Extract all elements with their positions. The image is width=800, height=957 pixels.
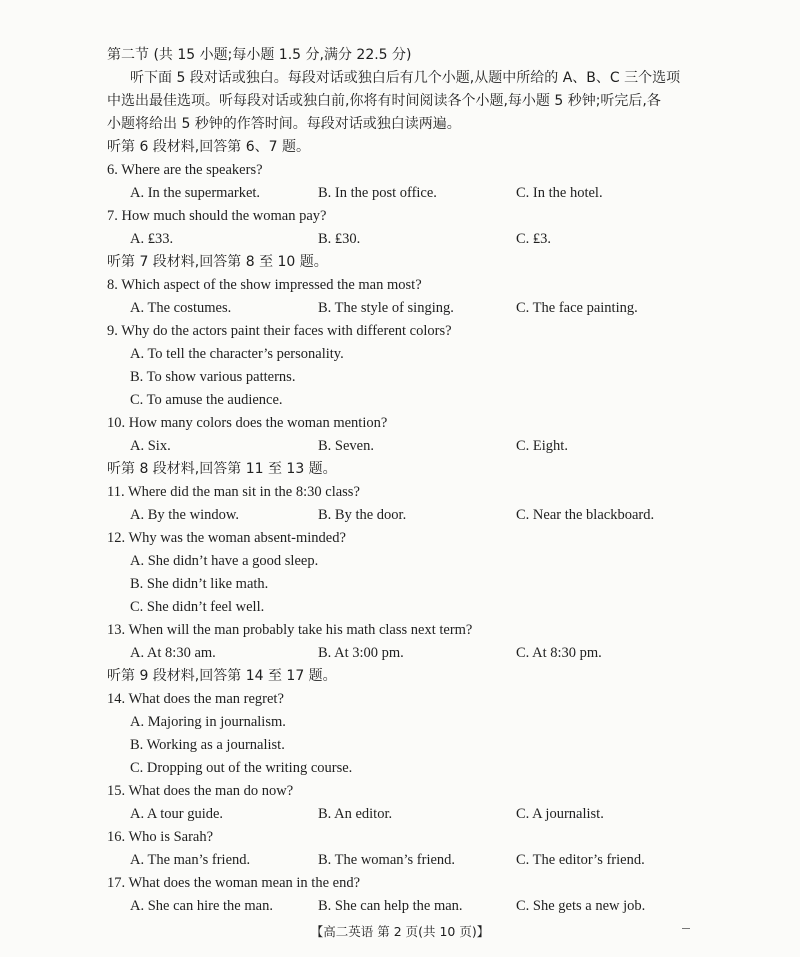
- option-14c: C. Dropping out of the writing course.: [130, 760, 353, 776]
- question-stem-13: 13. When will the man probably take his math class next term?: [107, 622, 473, 638]
- option-16b: B. The woman’s friend.: [318, 852, 456, 868]
- option-8b: B. The style of singing.: [318, 300, 454, 316]
- option-8c: C. The face painting.: [516, 300, 638, 316]
- instruction-line-2: 中选出最佳选项。听每段对话或独白前,你将有时间阅读各个小题,每小题 5 秒钟;听完后,各: [107, 93, 661, 109]
- option-6a: A. In the supermarket.: [130, 185, 261, 201]
- option-16c: C. The editor’s friend.: [516, 852, 645, 868]
- option-13c: C. At 8:30 pm.: [516, 645, 602, 661]
- option-7b: B. ₤30.: [318, 231, 361, 247]
- question-stem-7: 7. How much should the woman pay?: [107, 208, 327, 224]
- page-footer: 【高二英语 第 2 页(共 10 页)】: [310, 924, 490, 939]
- option-9c: C. To amuse the audience.: [130, 392, 283, 408]
- group-label-6: 听第 6 段材料,回答第 6、7 题。: [107, 139, 310, 155]
- question-stem-8: 8. Which aspect of the show impressed the man most?: [107, 277, 422, 293]
- group-label-7: 听第 7 段材料,回答第 8 至 10 题。: [107, 254, 328, 270]
- question-stem-17: 17. What does the woman mean in the end?: [107, 875, 361, 891]
- option-10c: C. Eight.: [516, 438, 568, 454]
- option-14a: A. Majoring in journalism.: [130, 714, 286, 730]
- question-stem-14: 14. What does the man regret?: [107, 691, 284, 707]
- option-17a: A. She can hire the man.: [130, 898, 273, 914]
- stray-mark: [682, 928, 690, 929]
- option-7c: C. ₤3.: [516, 231, 552, 247]
- option-10a: A. Six.: [130, 438, 171, 454]
- question-stem-16: 16. Who is Sarah?: [107, 829, 214, 845]
- option-15a: A. A tour guide.: [130, 806, 224, 822]
- option-11b: B. By the door.: [318, 507, 407, 523]
- option-14b: B. Working as a journalist.: [130, 737, 285, 753]
- option-15c: C. A journalist.: [516, 806, 604, 822]
- option-7a: A. ₤33.: [130, 231, 174, 247]
- option-9b: B. To show various patterns.: [130, 369, 296, 385]
- question-stem-15: 15. What does the man do now?: [107, 783, 294, 799]
- question-stem-9: 9. Why do the actors paint their faces with different colors?: [107, 323, 452, 339]
- question-stem-10: 10. How many colors does the woman mention?: [107, 415, 388, 431]
- group-label-9: 听第 9 段材料,回答第 14 至 17 题。: [107, 668, 337, 684]
- option-12c: C. She didn’t feel well.: [130, 599, 265, 615]
- instruction-line-1: 听下面 5 段对话或独白。每段对话或独白后有几个小题,从题中所给的 A、B、C 三个选项: [130, 70, 681, 86]
- option-6c: C. In the hotel.: [516, 185, 603, 201]
- option-13b: B. At 3:00 pm.: [318, 645, 404, 661]
- option-9a: A. To tell the character’s personality.: [130, 346, 344, 362]
- section-heading: 第二节 (共 15 小题;每小题 1.5 分,满分 22.5 分): [107, 47, 412, 63]
- option-6b: B. In the post office.: [318, 185, 437, 201]
- option-12a: A. She didn’t have a good sleep.: [130, 553, 319, 569]
- option-16a: A. The man’s friend.: [130, 852, 251, 868]
- option-11c: C. Near the blackboard.: [516, 507, 655, 523]
- option-8a: A. The costumes.: [130, 300, 232, 316]
- option-17b: B. She can help the man.: [318, 898, 463, 914]
- instruction-line-3: 小题将给出 5 秒钟的作答时间。每段对话或独白读两遍。: [107, 116, 461, 132]
- option-10b: B. Seven.: [318, 438, 374, 454]
- option-12b: B. She didn’t like math.: [130, 576, 269, 592]
- group-label-8: 听第 8 段材料,回答第 11 至 13 题。: [107, 461, 337, 477]
- question-stem-11: 11. Where did the man sit in the 8:30 class?: [107, 484, 360, 500]
- option-11a: A. By the window.: [130, 507, 240, 523]
- option-13a: A. At 8:30 am.: [130, 645, 216, 661]
- question-stem-6: 6. Where are the speakers?: [107, 162, 263, 178]
- question-stem-12: 12. Why was the woman absent-minded?: [107, 530, 346, 546]
- option-17c: C. She gets a new job.: [516, 898, 646, 914]
- option-15b: B. An editor.: [318, 806, 393, 822]
